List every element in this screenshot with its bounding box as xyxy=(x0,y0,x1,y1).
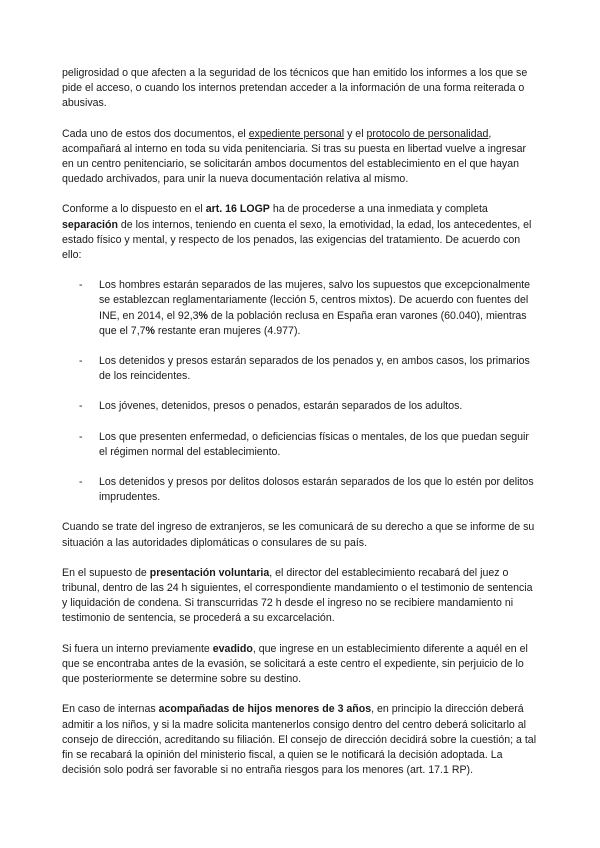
separation-list xyxy=(62,278,540,505)
list-item-text: Los hombres estarán separados de las mujeres, salvo los supuestos que excepcionalmente se establezcan reglamentariamente (lección 5, centros mixtos). De acuerdo con fuentes del INE, en 2014, el 92,3 xyxy=(99,279,531,322)
list-item-text: de la población reclusa en España eran varones (60.040), mientras que el 7,7 xyxy=(99,309,527,337)
list-item xyxy=(62,354,540,384)
paragraph-text: , en principio la dirección deberá admitir a los niños, y si la madre solicita mantenerlos consigo dentro del centro deberá solicitarlo al consejo de dirección, acreditando su filiación. El consejo de dirección decidirá sobre la cuestión; a tal fin se recabará la opinión del ministerio fiscal, a quien se le notificará la decisión adoptada. La decisión solo podrá ser favorable si no entraña riesgos para los menores (art. 17.1 RP). xyxy=(62,703,537,777)
list-item xyxy=(62,430,540,460)
dash-bullet: - xyxy=(79,476,83,489)
paragraph-text: , el director del establecimiento recabará del juez o tribunal, dentro de las 24 h siguientes, el correspondiente mandamiento o el testimonio de sentencia y liquidación de condena. Si transcurridas 72 h desde el ingreso no se recibiere mandamiento ni testimonio de sentencia, se procederá a su excarcelación. xyxy=(62,566,533,625)
paragraph-text: Cada uno de estos dos documentos, el xyxy=(62,127,249,140)
bold-term: % xyxy=(198,309,208,322)
paragraph-separacion xyxy=(62,202,540,263)
dash-bullet: - xyxy=(79,400,83,413)
bold-term: evadido xyxy=(212,642,253,655)
dash-bullet: - xyxy=(79,430,83,443)
bold-term: % xyxy=(145,324,155,337)
paragraph-text: de los internos, teniendo en cuenta el sexo, la emotividad, la edad, los antecedentes, el estado físico y mental, y respecto de los penados, las exigencias del tratamiento. De acuerdo con ello: xyxy=(62,218,532,262)
list-item-text: Los que presenten enfermedad, o deficiencias físicas o mentales, de los que puedan seguir el régimen normal del establecimiento. xyxy=(99,430,529,458)
list-item-text: Los detenidos y presos por delitos dolosos estarán separados de los que lo estén por delitos imprudentes. xyxy=(99,476,534,504)
paragraph-text: En el supuesto de xyxy=(62,566,150,579)
paragraph-presentacion-voluntaria xyxy=(62,566,540,627)
paragraph-text: Si fuera un interno previamente xyxy=(62,642,213,655)
list-item xyxy=(62,278,540,339)
list-item xyxy=(62,475,540,505)
bold-term: acompañadas de hijos menores de 3 años xyxy=(158,703,372,716)
dash-bullet: - xyxy=(79,279,83,292)
bold-term: separación xyxy=(62,218,118,231)
bold-term: presentación voluntaria xyxy=(149,566,270,579)
paragraph-evadido xyxy=(62,642,540,688)
list-item-text: Los detenidos y presos estarán separados de los penados y, en ambos casos, los primarios de los reincidentes. xyxy=(99,355,530,383)
paragraph-text: y el xyxy=(344,127,367,140)
expediente-personal-link[interactable]: expediente personal xyxy=(248,127,345,140)
list-item-text: Los jóvenes, detenidos, presos o penados, estarán separados de los adultos. xyxy=(99,400,463,413)
paragraph-text: ha de procederse a una inmediata y completa xyxy=(269,203,488,216)
dash-bullet: - xyxy=(79,355,83,368)
paragraph-text: , que ingrese en un establecimiento diferente a aquél en el que se encontraba antes de la evasión, se solicitará a este centro el expediente, sin perjuicio de lo que posteriormente se determine sobre su destino. xyxy=(62,642,528,686)
paragraph-text: peligrosidad o que afecten a la seguridad de los técnicos que han emitido los informes a los que se pide el acceso, o cuando los internos pretendan acceder a la información de una forma reiterada o abusivas. xyxy=(62,67,528,110)
list-item xyxy=(62,399,540,414)
paragraph-internas-hijos xyxy=(62,702,540,778)
document-body xyxy=(62,66,540,793)
paragraph-documentos xyxy=(62,127,540,188)
list-item-text: restante eran mujeres (4.977). xyxy=(154,324,301,337)
paragraph-text: Cuando se trate del ingreso de extranjeros, se les comunicará de su derecho a que se informe de su situación a las autoridades diplomáticas o consulares de su país. xyxy=(62,521,535,549)
protocolo-personalidad-link[interactable]: protocolo de personalidad xyxy=(366,127,489,140)
paragraph-text: , acompañará al interno en toda su vida penitenciaria. Si tras su puesta en libertad vuelve a ingresar en un centro penitenciario, se solicitarán ambos documentos del establecimiento en el que hayan quedado archivados, para unir la nueva documentación relativa al mismo. xyxy=(62,127,527,186)
paragraph-text: Conforme a lo dispuesto en el xyxy=(62,203,206,216)
bold-term: art. 16 LOGP xyxy=(205,203,270,216)
paragraph-peligrosidad xyxy=(62,66,540,112)
paragraph-text: En caso de internas xyxy=(62,703,159,716)
paragraph-extranjeros xyxy=(62,520,540,550)
